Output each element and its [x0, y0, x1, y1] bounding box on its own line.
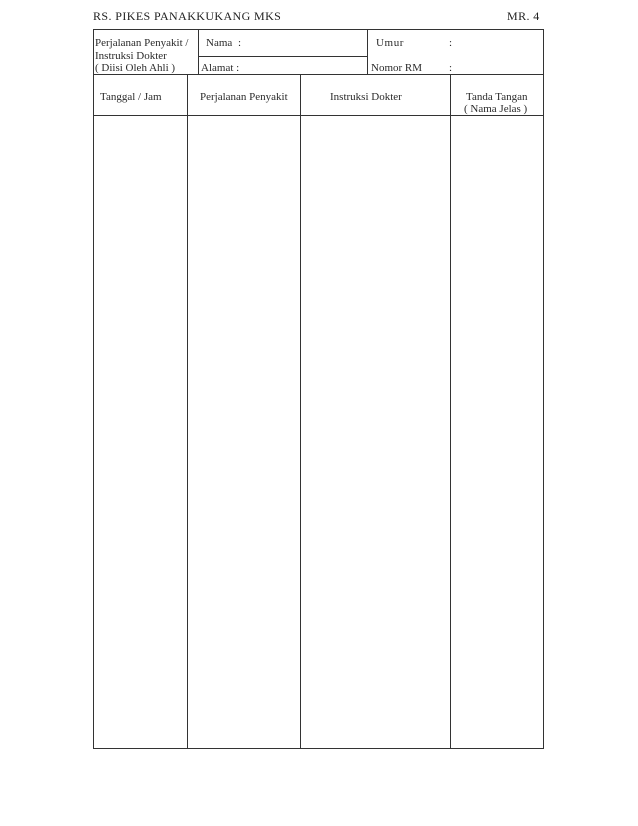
signature-entry-area[interactable] [451, 116, 543, 748]
record-number-colon: : [449, 62, 453, 74]
column-header-doctor-instructions: Instruksi Dokter [330, 91, 402, 103]
patient-age-field[interactable] [456, 33, 541, 53]
patient-name-label: Nama [206, 37, 233, 49]
date-time-entry-area[interactable] [94, 116, 187, 748]
column-header-signature-note: ( Nama Jelas ) [464, 103, 528, 115]
doctor-instructions-entry-area[interactable] [301, 116, 450, 748]
form-code: MR. 4 [507, 9, 540, 23]
record-number-field[interactable] [456, 58, 541, 73]
patient-name-colon: : [238, 37, 242, 49]
info-divider-left [198, 29, 199, 75]
patient-age-label: Umur [376, 37, 405, 49]
disease-progress-entry-area[interactable] [188, 116, 300, 748]
section-label-line-1: Perjalanan Penyakit / [95, 37, 189, 49]
patient-age-colon: : [449, 37, 453, 49]
info-row-divider [198, 56, 368, 57]
column-header-disease-progress: Perjalanan Penyakit [200, 91, 288, 103]
patient-address-label: Alamat : [201, 62, 240, 74]
column-header-date-time: Tanggal / Jam [100, 91, 162, 103]
patient-name-field[interactable] [246, 33, 364, 53]
column-header-signature: Tanda Tangan [466, 91, 528, 103]
section-label-line-3: ( Diisi Oleh Ahli ) [95, 62, 176, 74]
hospital-name: RS. PIKES PANAKKUKANG MKS [93, 9, 282, 23]
section-label-line-2: Instruksi Dokter [95, 50, 167, 62]
info-divider-right [367, 29, 368, 75]
record-number-label: Nomor RM [371, 62, 423, 74]
patient-address-field[interactable] [250, 58, 364, 73]
